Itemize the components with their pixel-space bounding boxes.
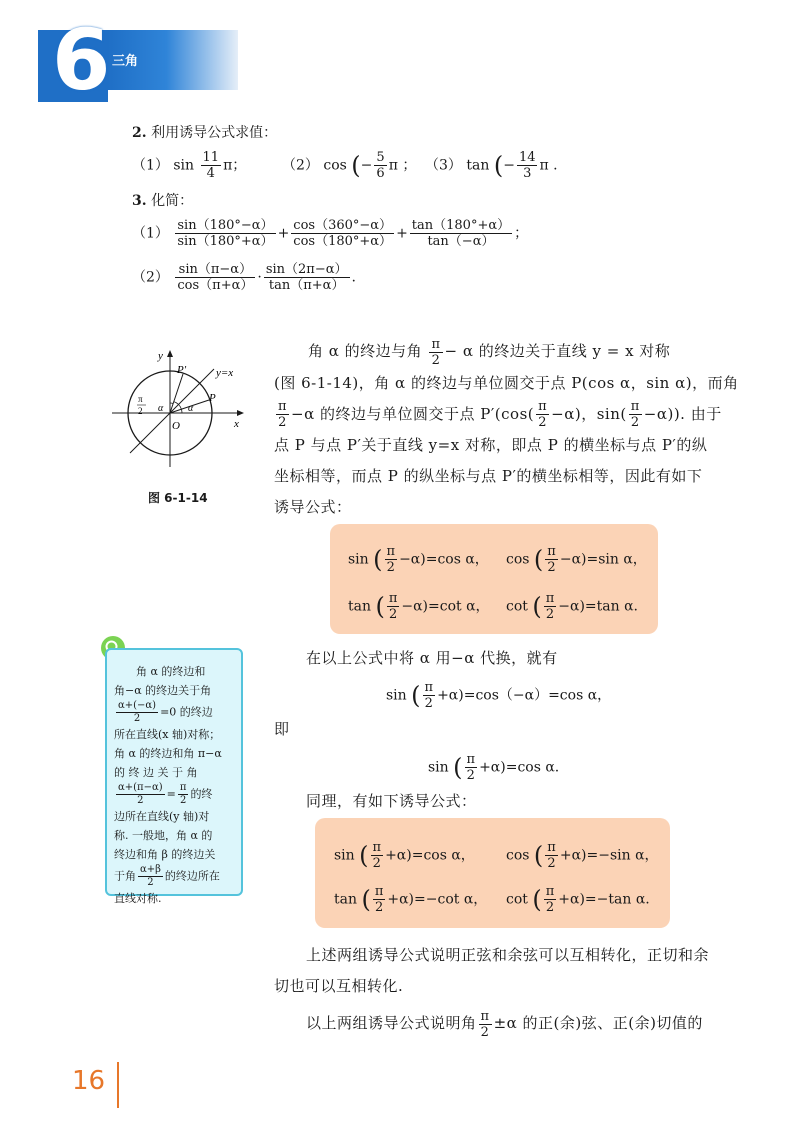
label-p: P — [209, 392, 216, 404]
text: −α)). 由于 — [643, 404, 722, 423]
note-line: 称. 一般地，角 α 的 — [114, 829, 213, 842]
label-line: y=x — [216, 367, 234, 379]
left-paren: ( — [351, 151, 361, 180]
fraction — [629, 399, 642, 430]
note-line — [114, 782, 238, 807]
numerator: tan（180°+α） — [411, 218, 511, 233]
left-paren: ( — [361, 885, 371, 914]
fraction — [465, 752, 478, 783]
text: 角 α 的终边与角 — [308, 342, 423, 360]
item-label: （1） — [132, 225, 169, 242]
box2-formula-2 — [506, 840, 659, 871]
numerator: α+β — [140, 864, 161, 875]
paragraph-3 — [274, 940, 709, 1040]
para1-line-4: 点 P 与点 P′关于直线 y=x 对称，即点 P 的横坐标与点 P′的纵 — [274, 436, 708, 454]
text: 于角 — [114, 869, 136, 883]
denominator: 3 — [523, 166, 532, 181]
tail: π； — [223, 157, 247, 174]
denominator: 2 — [547, 856, 556, 871]
numerator: π — [547, 840, 556, 855]
numerator: 11 — [202, 150, 220, 165]
text: 的终 — [190, 787, 213, 801]
denominator: 4 — [206, 166, 215, 181]
left-paren: ( — [375, 592, 385, 621]
numerator: sin（2π−α） — [265, 262, 348, 277]
note-line: 角 α 的终边和角 π−α — [114, 747, 222, 760]
fraction — [175, 218, 275, 249]
numerator: π — [424, 680, 434, 695]
func-name: tan — [466, 157, 490, 174]
numerator: sin（π−α） — [175, 262, 255, 278]
denominator: 2 — [388, 607, 398, 622]
text: 的终边所在 — [164, 869, 220, 883]
exercise-3-item-1: （1） $\frac{\sin(180^\circ-\alpha)}{\sin(180^\circ+\alpha)}$ + $\frac{\cos(360^\circ-\alpha)}{\cos(180^\circ+\alpha)}$ + $\frac{\tan(180^\circ+\alpha)}{\tan(-\alpha)}$ ； — [132, 218, 529, 249]
left-paren: ( — [533, 841, 544, 870]
item-label: （2） — [282, 157, 319, 174]
rest: +α)=cos α. — [479, 759, 560, 776]
denominator: tan（−α） — [427, 234, 495, 249]
numerator: π — [480, 1008, 490, 1024]
denominator: sin（180°+α） — [177, 234, 274, 249]
fraction — [545, 840, 558, 871]
equation-1 — [386, 680, 611, 711]
side-note-text — [114, 662, 238, 908]
box2-formula-1 — [334, 840, 475, 871]
rest: −α)=tan α. — [558, 598, 639, 615]
left-paren: ( — [532, 592, 542, 621]
exercise-3-heading — [132, 191, 193, 211]
box2-formula-4 — [506, 884, 650, 915]
angle-arc-alpha — [181, 409, 182, 413]
func-name: tan — [348, 598, 371, 615]
note-line — [114, 864, 238, 889]
denominator: 2 — [179, 795, 187, 806]
x-axis-arrow — [237, 410, 244, 416]
box1-formula-3 — [348, 591, 490, 622]
func-name: cos — [506, 551, 530, 568]
fraction — [410, 218, 512, 249]
numerator: cos（360°−α） — [293, 218, 393, 233]
exercise-2-item-2: （2） cos (− $\frac{5}{6}$ π ； — [282, 150, 417, 181]
numerator: π — [545, 884, 555, 899]
denominator: 2 — [431, 352, 441, 368]
tail: π ； — [388, 157, 417, 174]
func-name: tan — [334, 891, 357, 908]
figure-caption: 图 6-1-14 — [148, 491, 208, 505]
numerator: 5 — [376, 150, 385, 165]
func-name: cos — [323, 157, 347, 174]
note-line — [114, 700, 238, 725]
para1-line-1 — [274, 336, 739, 368]
note-line: 所在直线(x 轴)对称； — [114, 728, 221, 741]
label-alpha: α — [188, 403, 194, 414]
numerator: 14 — [518, 150, 536, 165]
numerator: π — [547, 544, 556, 559]
numerator: π — [179, 782, 187, 793]
numerator: π — [431, 336, 441, 352]
fraction — [264, 262, 350, 293]
denominator: 2 — [386, 560, 395, 575]
fraction — [116, 782, 165, 807]
para3-line-3 — [274, 1008, 709, 1040]
func-name: sin — [348, 551, 369, 568]
box2-formula-3 — [334, 884, 487, 915]
left-paren: ( — [532, 885, 542, 914]
fraction — [371, 840, 384, 871]
page-number-rule — [117, 1062, 119, 1108]
text: =0 的终边 — [160, 705, 213, 719]
label-x: x — [234, 418, 239, 430]
func-name: sin — [386, 687, 407, 704]
exercise-2-number: 2. — [132, 125, 147, 141]
denominator: cos（π+α） — [177, 278, 254, 293]
numerator: α+(−α) — [118, 700, 157, 711]
para1-line-3 — [274, 399, 739, 431]
rest: +α)=−tan α. — [558, 891, 650, 908]
func-name: cot — [506, 891, 528, 908]
para1-line-2: (图 6-1-14)，角 α 的终边与单位圆交于点 P(cos α，sin α)，而角 — [274, 373, 739, 392]
item-label: （2） — [132, 269, 169, 286]
para2-line-3: 同理，有如下诱导公式： — [306, 792, 477, 810]
func-name: sin — [334, 847, 355, 864]
fraction — [536, 399, 549, 430]
exercise-3-text: 化简： — [151, 193, 194, 209]
denominator: 2 — [466, 768, 475, 783]
note-line: 角 α 的终边和 — [136, 665, 206, 678]
text: ±α 的正(余)弦、正(余)切值的 — [493, 1014, 703, 1032]
left-paren: ( — [411, 681, 421, 710]
func-name: sin — [428, 759, 449, 776]
text: −α)，sin( — [551, 404, 627, 423]
label-origin: O — [172, 420, 180, 432]
text: −α 的终边与单位圆交于点 P′(cos( — [291, 404, 535, 423]
page-number: 16 — [72, 1066, 106, 1096]
label-p-prime: P′ — [177, 364, 187, 376]
denominator: cos（180°+α） — [293, 234, 393, 249]
numerator: π — [545, 591, 555, 606]
rest: −α)=cos α， — [399, 551, 489, 568]
label-pi: π — [138, 394, 143, 404]
denominator: 2 — [480, 1024, 490, 1040]
rest: +α)=cos（−α）=cos α， — [437, 687, 612, 704]
rest: −α)=cot α， — [401, 598, 490, 615]
fraction — [385, 544, 398, 575]
para2-line-2: 即 — [274, 720, 290, 738]
fraction — [544, 591, 557, 622]
box1-formula-1 — [348, 544, 489, 575]
denominator: 2 — [547, 560, 556, 575]
para1-line-6: 诱导公式： — [274, 498, 352, 516]
numerator: α+(π−α) — [118, 782, 163, 793]
fraction — [276, 399, 289, 430]
item-label: （1） — [132, 157, 169, 174]
denominator: 2 — [372, 856, 381, 871]
fraction — [373, 884, 386, 915]
denominator: tan（π+α） — [268, 278, 345, 293]
label-two: 2 — [138, 406, 143, 416]
left-paren: ( — [533, 545, 544, 574]
fraction — [545, 544, 558, 575]
denominator: 6 — [376, 166, 385, 181]
func-name: cot — [506, 598, 528, 615]
note-line: 直线对称. — [114, 892, 162, 905]
exercise-3-item-2: （2） $\frac{\sin(\pi-\alpha)}{\cos(\pi+\alpha)}$ · $\frac{\sin(2\pi-\alpha)}{\tan(\pi+\alpha)}$ . — [132, 262, 356, 293]
note-line: 终边和角 β 的终边关 — [114, 848, 216, 861]
numerator: π — [386, 544, 396, 559]
para3-line-2: 切也可以互相转化. — [274, 977, 404, 995]
para2-line-1: 在以上公式中将 α 用−α 代换，就有 — [306, 649, 558, 667]
numerator: sin（180°−α） — [177, 218, 274, 233]
exercise-2-item-3: （3） tan (− $\frac{14}{3}$ π . — [425, 150, 558, 181]
denominator: 2 — [630, 415, 640, 430]
rest: +α)=−cot α， — [387, 891, 488, 908]
tail: ； — [514, 225, 529, 242]
label-alpha-2: α — [158, 403, 164, 414]
fraction — [387, 591, 400, 622]
denominator: 2 — [424, 696, 433, 711]
exercise-2-item-1 — [132, 150, 246, 181]
fraction — [374, 150, 386, 181]
exercise-2-text: 利用诱导公式求值： — [151, 125, 278, 141]
fraction — [479, 1009, 492, 1040]
fraction — [116, 700, 158, 725]
numerator: π — [388, 591, 398, 606]
paragraph-1 — [274, 336, 739, 523]
para3-line-1: 上述两组诱导公式说明正弦和余弦可以互相转化，正切和余 — [306, 946, 710, 964]
item-label: （3） — [425, 157, 462, 174]
numerator: π — [630, 399, 640, 414]
equation-2 — [428, 752, 559, 783]
denominator: 2 — [147, 877, 154, 888]
text: 以上两组诱导公式说明角 — [306, 1014, 477, 1032]
left-paren: ( — [373, 545, 383, 574]
denominator: 2 — [133, 713, 141, 724]
text: = — [166, 787, 176, 801]
box1-formula-4 — [506, 591, 638, 622]
denominator: 2 — [374, 900, 384, 915]
denominator: 2 — [137, 795, 144, 806]
numerator: π — [374, 884, 384, 899]
rest: +α)=cos α， — [385, 847, 475, 864]
y-axis-arrow — [167, 350, 173, 357]
fraction — [291, 218, 394, 249]
exercise-2-heading — [132, 123, 277, 143]
fraction — [544, 884, 557, 915]
numerator: π — [278, 399, 288, 414]
denominator: 2 — [278, 415, 287, 430]
exercise-3-number: 3. — [132, 193, 147, 209]
fraction — [423, 680, 436, 711]
para1-line-5: 坐标相等，而点 P 的纵坐标与点 P′的横坐标相等，因此有如下 — [274, 467, 703, 485]
denominator: 2 — [545, 607, 555, 622]
numerator: π — [466, 752, 476, 767]
fraction — [138, 864, 163, 889]
tail: π . — [539, 157, 558, 174]
left-paren: ( — [493, 151, 504, 180]
func-name: sin — [173, 157, 195, 174]
box1-formula-2 — [506, 544, 647, 575]
left-paren: ( — [359, 841, 369, 870]
fraction — [178, 782, 189, 807]
rest: +α)=−sin α， — [559, 847, 659, 864]
note-line: 角−α 的终边关于角 — [114, 684, 212, 697]
chapter-number: 6 — [52, 11, 111, 109]
denominator: 2 — [545, 900, 555, 915]
fraction — [429, 337, 442, 368]
unit-circle-figure — [108, 345, 248, 470]
chapter-title: 三角 — [112, 54, 139, 69]
fraction — [517, 150, 538, 181]
func-name: cos — [506, 847, 530, 864]
tail: . — [351, 269, 356, 286]
text: − α 的终边关于直线 y = x 对称 — [444, 342, 671, 360]
fraction — [175, 262, 255, 293]
rest: −α)=sin α， — [559, 551, 647, 568]
note-line: 的 终 边 关 于 角 — [114, 766, 198, 779]
numerator: π — [372, 840, 382, 855]
note-line: 边所在直线(y 轴)对 — [114, 810, 210, 823]
label-y: y — [158, 350, 163, 362]
denominator: 2 — [538, 415, 548, 430]
left-paren: ( — [453, 753, 463, 782]
fraction — [201, 150, 222, 181]
numerator: π — [538, 399, 548, 414]
